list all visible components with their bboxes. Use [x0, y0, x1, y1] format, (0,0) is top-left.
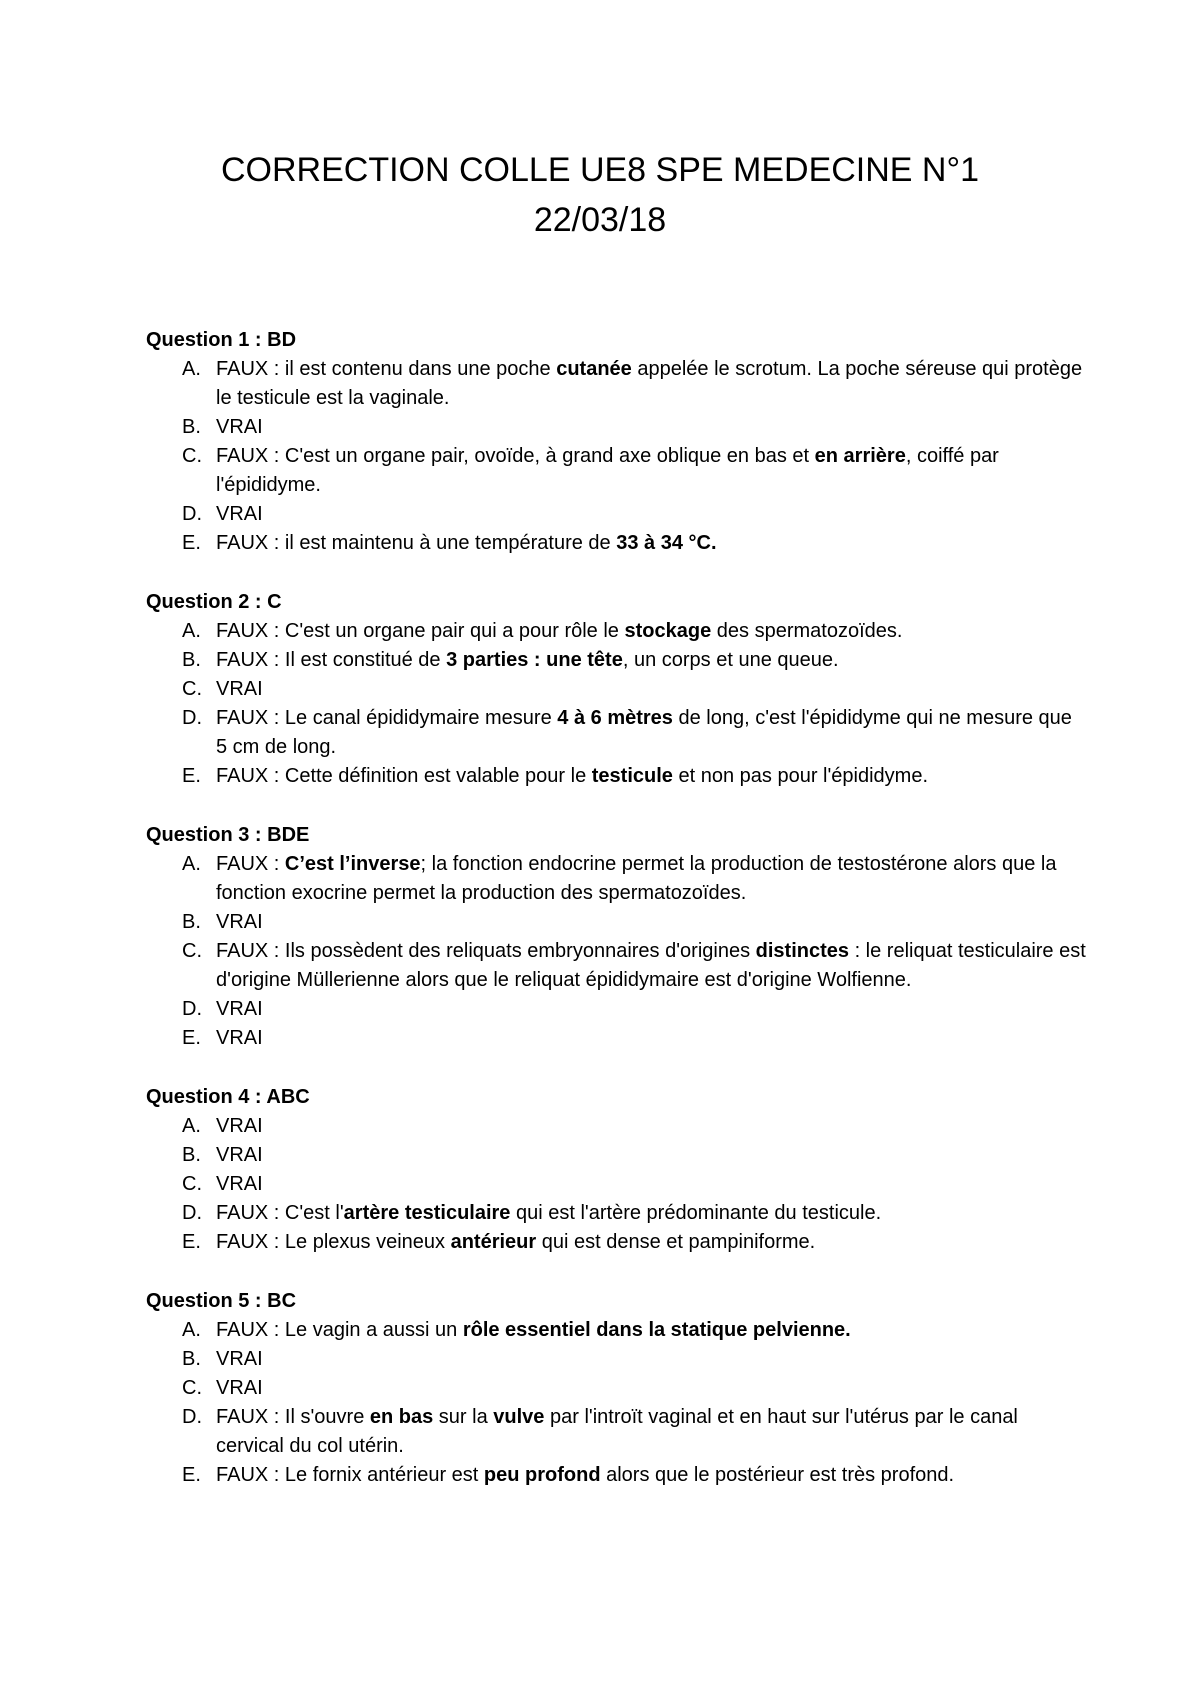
answer-letter: B. — [182, 1144, 201, 1166]
answer-item — [146, 1461, 1086, 1490]
answer-segment: VRAI — [216, 1144, 263, 1166]
answer-segment: , un corps et une queue. — [622, 649, 839, 671]
answer-letter: A. — [182, 358, 201, 380]
question-block — [146, 588, 1086, 791]
answer-segment: et non pas pour l'épididyme. — [672, 765, 929, 787]
answer-segment: FAUX : — [216, 853, 285, 875]
answer-item — [146, 355, 1086, 413]
question-block — [146, 1287, 1086, 1490]
answer-item — [146, 500, 1086, 529]
question-block — [146, 821, 1086, 1053]
answer-text — [216, 1403, 1086, 1461]
answer-segment: FAUX : Le vagin a aussi un — [216, 1319, 463, 1341]
answer-letter: C. — [182, 1173, 202, 1195]
answer-item — [146, 704, 1086, 762]
answer-segment: FAUX : C'est l' — [216, 1202, 344, 1224]
answer-text — [216, 1461, 1086, 1490]
answer-item — [146, 1141, 1086, 1170]
answer-segment: FAUX : il est contenu dans une poche — [216, 358, 557, 380]
answer-segment: FAUX : Ils possèdent des reliquats embryonnaires d'origines — [216, 940, 756, 962]
answer-text — [216, 762, 1086, 791]
answer-emphasis: artère testiculaire — [343, 1202, 511, 1224]
answer-emphasis: vulve — [493, 1406, 545, 1428]
answer-item — [146, 995, 1086, 1024]
answer-item — [146, 762, 1086, 791]
answer-emphasis: cutanée — [556, 358, 632, 380]
correction-list — [146, 326, 1086, 1520]
answer-text — [216, 1112, 1086, 1141]
answer-segment: , coiffé par l'épididyme. — [216, 445, 999, 496]
answer-text — [216, 1141, 1086, 1170]
answer-text — [216, 675, 1086, 704]
answer-segment: VRAI — [216, 503, 263, 525]
question-block — [146, 326, 1086, 558]
answer-segment: appelée le scrotum. La poche séreuse qui protège le testicule est la vaginale. — [216, 358, 1083, 409]
answer-item — [146, 646, 1086, 675]
answer-segment: qui est l'artère prédominante du testicule. — [510, 1202, 882, 1224]
answer-item — [146, 675, 1086, 704]
answer-segment: alors que le postérieur est très profond. — [600, 1464, 955, 1486]
answer-emphasis: stockage — [624, 620, 712, 642]
answer-segment: VRAI — [216, 1377, 263, 1399]
answer-item — [146, 1199, 1086, 1228]
answer-emphasis: 3 parties : une tête — [446, 649, 623, 671]
answer-item — [146, 442, 1086, 500]
question-heading: Question 4 : ABC — [146, 1086, 310, 1108]
answer-text — [216, 995, 1086, 1024]
answer-emphasis: C’est l’inverse — [284, 853, 421, 875]
page-title — [0, 145, 1200, 245]
answer-text — [216, 646, 1086, 675]
question-heading: Question 2 : C — [146, 591, 282, 613]
answer-letter: E. — [182, 765, 201, 787]
answer-letter: C. — [182, 678, 202, 700]
answer-item — [146, 937, 1086, 995]
answer-item — [146, 908, 1086, 937]
answer-segment: FAUX : C'est un organe pair, ovoïde, à grand axe oblique en bas et — [216, 445, 815, 467]
answer-text — [216, 704, 1086, 762]
answer-item — [146, 529, 1086, 558]
answer-item — [146, 850, 1086, 908]
answer-text — [216, 529, 1086, 558]
answer-segment: FAUX : il est maintenu à une température de — [216, 532, 617, 554]
answer-segment: ; la fonction endocrine permet la production de testostérone alors que la fonction exocrine permet la production des spermatozoïdes. — [216, 853, 1057, 904]
answer-segment: FAUX : Il est constitué de — [216, 649, 447, 671]
question-heading: Question 5 : BC — [146, 1290, 297, 1312]
answer-emphasis: en arrière — [814, 445, 906, 467]
answer-text — [216, 1170, 1086, 1199]
answer-emphasis: peu profond — [483, 1464, 601, 1486]
answer-emphasis: 33 à 34 °C. — [616, 532, 717, 554]
answer-text — [216, 937, 1086, 995]
title-date: 22/03/18 — [533, 201, 667, 239]
answer-text — [216, 1316, 1086, 1345]
answer-segment: FAUX : Le plexus veineux — [216, 1231, 451, 1253]
answer-emphasis: testicule — [591, 765, 673, 787]
answer-emphasis: en bas — [369, 1406, 434, 1428]
answer-letter: D. — [182, 503, 202, 525]
answer-item — [146, 1374, 1086, 1403]
answer-item — [146, 1024, 1086, 1053]
answer-letter: B. — [182, 649, 201, 671]
answer-item — [146, 1228, 1086, 1257]
answer-letter: C. — [182, 445, 202, 467]
answer-letter: E. — [182, 1231, 201, 1253]
answer-letter: E. — [182, 1464, 201, 1486]
answer-letter: A. — [182, 1115, 201, 1137]
answer-segment: FAUX : Le fornix antérieur est — [216, 1464, 484, 1486]
question-heading: Question 3 : BDE — [146, 824, 310, 846]
answer-segment: : le reliquat testiculaire est d'origine Müllerienne alors que le reliquat épididymaire est d'origine Wolfienne. — [216, 940, 1086, 991]
answer-item — [146, 1112, 1086, 1141]
answer-text — [216, 413, 1086, 442]
answer-emphasis: 4 à 6 mètres — [557, 707, 673, 729]
answer-item — [146, 617, 1086, 646]
answer-letter: E. — [182, 1027, 201, 1049]
answer-item — [146, 413, 1086, 442]
answer-text — [216, 355, 1086, 413]
answer-letter: D. — [182, 1406, 202, 1428]
answer-segment: VRAI — [216, 911, 263, 933]
answer-segment: VRAI — [216, 416, 263, 438]
answer-letter: B. — [182, 911, 201, 933]
answer-segment: par l'introït vaginal et en haut sur l'utérus par le canal cervical du col utérin. — [216, 1406, 1018, 1457]
answer-segment: VRAI — [216, 1027, 263, 1049]
answer-segment: VRAI — [216, 678, 263, 700]
answer-item — [146, 1316, 1086, 1345]
answer-segment: de long, c'est l'épididyme qui ne mesure que 5 cm de long. — [216, 707, 1072, 758]
answer-item — [146, 1170, 1086, 1199]
answer-text — [216, 1199, 1086, 1228]
answer-letter: D. — [182, 998, 202, 1020]
question-heading: Question 1 : BD — [146, 329, 297, 351]
answer-item — [146, 1345, 1086, 1374]
answer-letter: A. — [182, 1319, 201, 1341]
answer-segment: VRAI — [216, 1348, 263, 1370]
answer-emphasis: rôle essentiel dans la statique pelvienne. — [462, 1319, 851, 1341]
answer-letter: D. — [182, 1202, 202, 1224]
answer-letter: B. — [182, 416, 201, 438]
answer-text — [216, 1345, 1086, 1374]
answer-text — [216, 1024, 1086, 1053]
answer-item — [146, 1403, 1086, 1461]
answer-letter: D. — [182, 707, 202, 729]
question-block — [146, 1083, 1086, 1257]
answer-text — [216, 1228, 1086, 1257]
answer-segment: sur la — [433, 1406, 494, 1428]
answer-segment: VRAI — [216, 1173, 263, 1195]
answer-letter: C. — [182, 940, 202, 962]
title-line-1: CORRECTION COLLE UE8 SPE MEDECINE N°1 — [221, 151, 979, 189]
answer-text — [216, 617, 1086, 646]
answer-segment: FAUX : Le canal épididymaire mesure — [216, 707, 558, 729]
answer-letter: A. — [182, 620, 201, 642]
answer-letter: C. — [182, 1377, 202, 1399]
answer-segment: qui est dense et pampiniforme. — [536, 1231, 816, 1253]
answer-segment: FAUX : Il s'ouvre — [216, 1406, 370, 1428]
answer-letter: B. — [182, 1348, 201, 1370]
answer-segment: FAUX : C'est un organe pair qui a pour rôle le — [216, 620, 625, 642]
answer-emphasis: antérieur — [450, 1231, 537, 1253]
answer-letter: E. — [182, 532, 201, 554]
answer-text — [216, 442, 1086, 500]
answer-segment: des spermatozoïdes. — [711, 620, 903, 642]
answer-emphasis: distinctes — [755, 940, 850, 962]
answer-segment: FAUX : Cette définition est valable pour le — [216, 765, 592, 787]
answer-text — [216, 908, 1086, 937]
answer-letter: A. — [182, 853, 201, 875]
answer-text — [216, 1374, 1086, 1403]
answer-segment: VRAI — [216, 998, 263, 1020]
answer-text — [216, 500, 1086, 529]
answer-text — [216, 850, 1086, 908]
answer-segment: VRAI — [216, 1115, 263, 1137]
